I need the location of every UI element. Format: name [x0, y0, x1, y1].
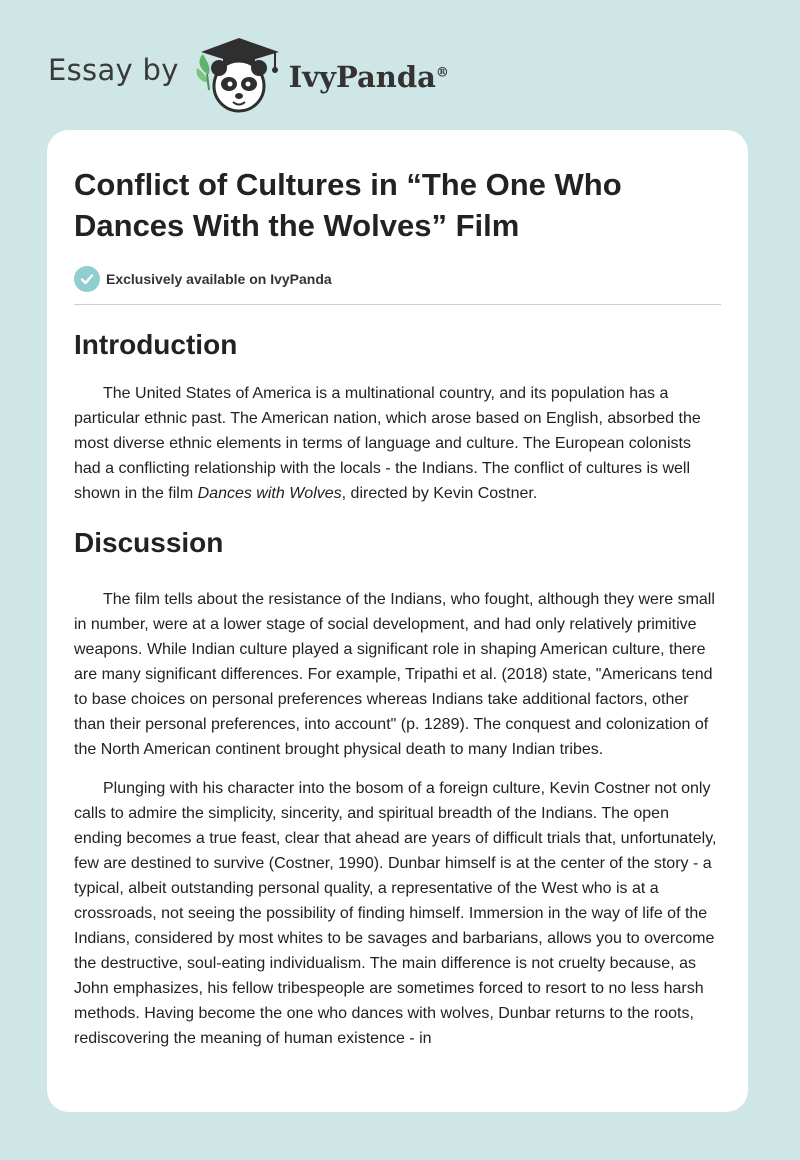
- film-title: Dances with Wolves: [197, 485, 342, 502]
- registered-mark: ®: [435, 65, 449, 81]
- page-title: Conflict of Cultures in “The One Who Dances With the Wolves” Film: [74, 167, 622, 243]
- introduction-section: [74, 328, 721, 506]
- check-circle-icon: [74, 266, 100, 292]
- essay-by-label: Essay by: [48, 53, 179, 87]
- paragraph: The film tells about the resistance of the Indians, who fought, although they were small in number, were at a lower stage of social development, and had only relatively primitive weapons. While Indian culture played a significant role in shaping American culture, there are many significant differences. For example, Tripathi et al. (2018) state, "Americans tend to base choices on personal preferences whereas Indians take additional factors, other than their personal preferences, into account" (p. 1289). The conquest and colonization of the North American continent brought physical death to many Indian tribes.: [74, 591, 715, 758]
- panda-graduate-logo-icon[interactable]: [193, 34, 285, 114]
- brand-name[interactable]: IvyPanda®: [288, 60, 449, 94]
- paragraph: Plunging with his character into the bosom of a foreign culture, Kevin Costner not only calls to admire the simplicity, sincerity, and spiritual breadth of the Indians. The open ending becomes a true feast, clear that ahead are years of difficult trials that, unfortunately, few are destined to survive (Costner, 1990). Dunbar himself is at the center of the story - a typical, albeit outstanding personal quality, a representative of the West who is at a crossroads, not seeing the possibility of finding himself. Immersion in the way of life of the Indians, considered by most whites to be savages and barbarians, allows you to overcome the destructive, soul-eating individualism. The main difference is not cruelty because, as John emphasizes, his fellow tribespeople are sometimes forced to resort to no less harsh methods. Having become the one who dances with wolves, Dunbar returns to the roots, rediscovering the meaning of human existence - in: [74, 780, 717, 1047]
- discussion-section: [74, 526, 721, 1051]
- divider: [74, 304, 721, 305]
- leaf-icon: [196, 54, 209, 90]
- paragraph: The United States of America is a multinational country, and its population has a particular ethnic past. The American nation, which arose based on English, absorbed the most diverse ethnic elements in terms of language and culture. The European colonists had a conflicting relationship with the locals - the Indians. The conflict of cultures is well shown in the film Dances with Wolves, directed by Kevin Costner.: [74, 385, 701, 502]
- section-heading-introduction: Introduction: [74, 329, 238, 360]
- exclusive-label: Exclusively available on IvyPanda: [106, 271, 332, 287]
- exclusive-badge: [74, 266, 721, 292]
- essay-card: [47, 130, 748, 1112]
- site-header: [48, 34, 449, 114]
- section-heading-discussion: Discussion: [74, 527, 224, 558]
